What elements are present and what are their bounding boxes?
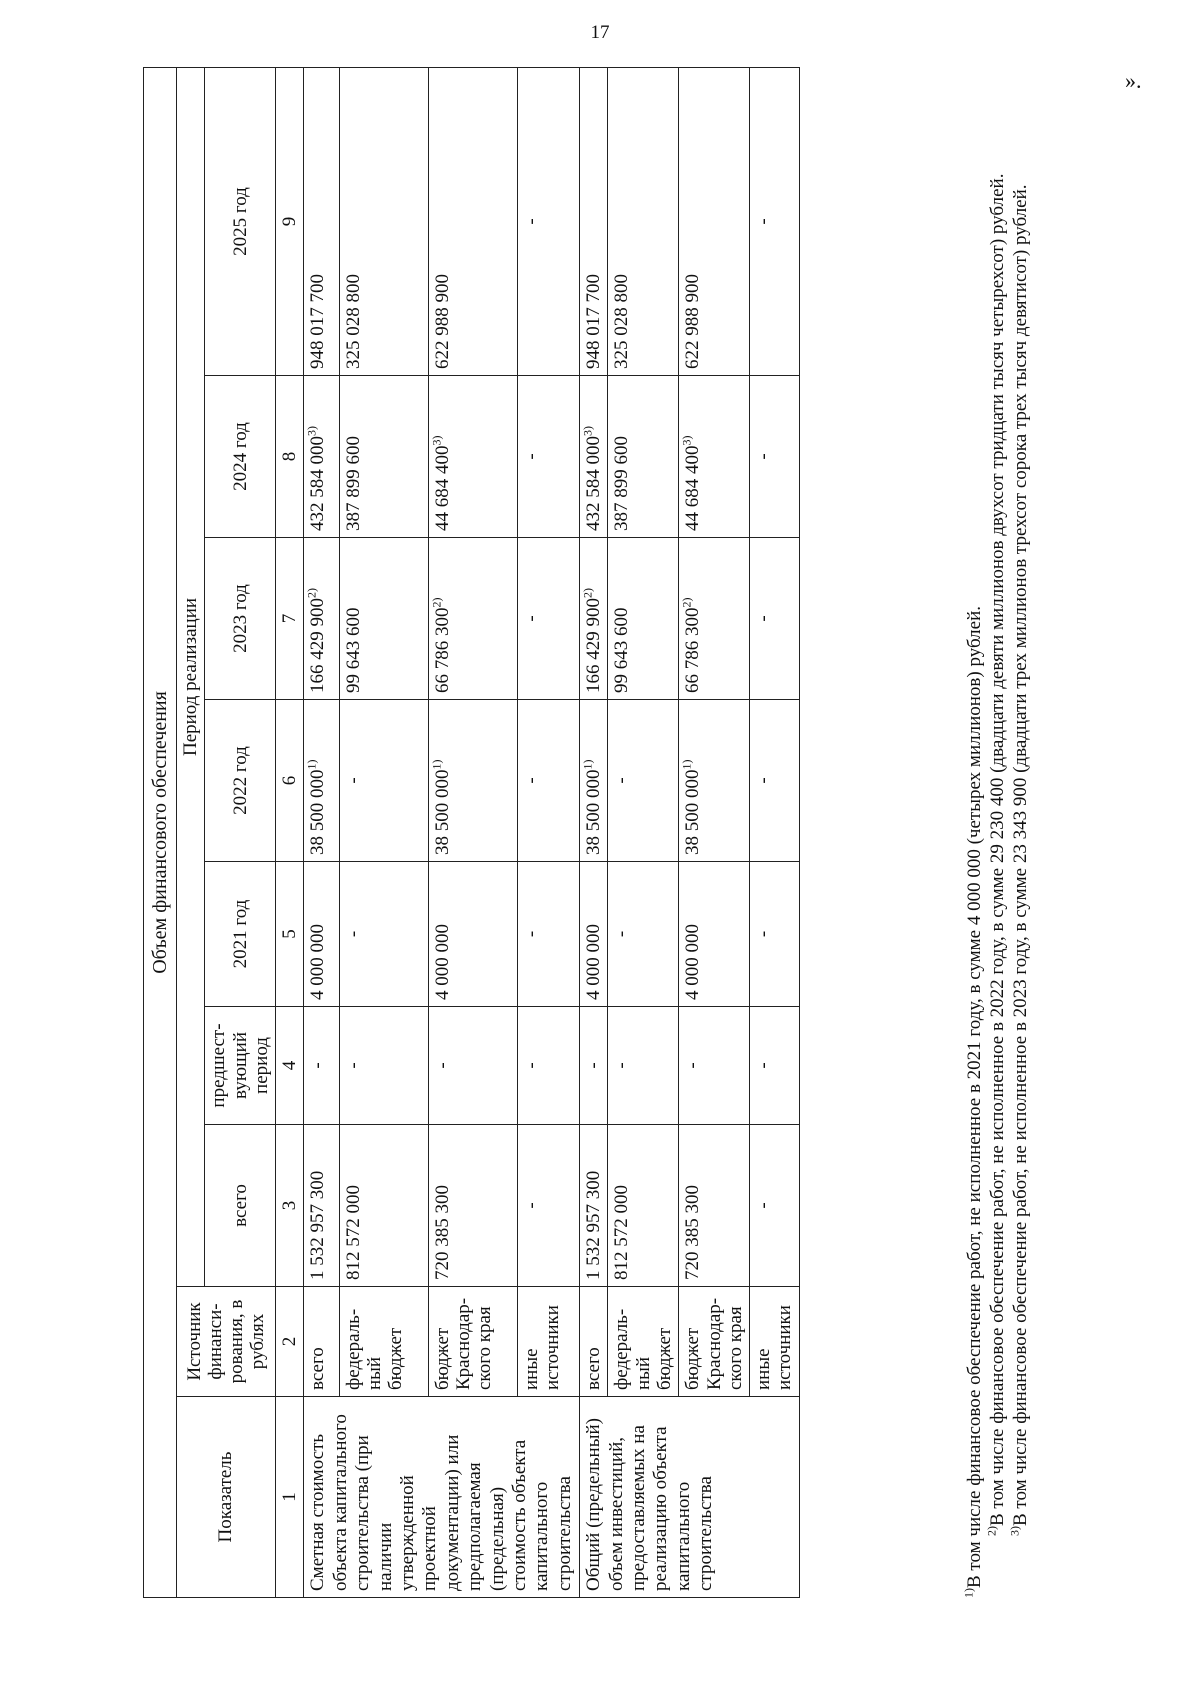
value-text: 38 500 000 xyxy=(583,769,605,855)
value-cell xyxy=(339,1125,428,1287)
value-cell xyxy=(750,862,800,1007)
footnote-text: В том числе финансовое обеспечение работ, не исполненное в 2021 году, в сумме 4 000 000 (четырех миллионов) рублей. xyxy=(964,606,985,1588)
value-cell xyxy=(517,538,579,700)
column-number: 8 xyxy=(276,376,304,538)
footnote-reference: 3) xyxy=(580,426,595,436)
value-cell xyxy=(428,700,517,862)
value-text: - xyxy=(753,1202,775,1209)
value-cell xyxy=(339,1007,428,1125)
value-text: 44 684 400 xyxy=(431,445,453,531)
value-cell xyxy=(428,1125,517,1287)
value-text: - xyxy=(611,1062,633,1069)
value-text: - xyxy=(431,1062,453,1069)
table-row xyxy=(580,67,608,1597)
page-number: 17 xyxy=(590,22,610,43)
footnote-reference: 2) xyxy=(305,588,319,598)
value-cell xyxy=(750,1007,800,1125)
value-cell xyxy=(580,67,608,375)
value-cell xyxy=(750,538,800,700)
value-cell xyxy=(428,538,517,700)
value-text: - xyxy=(583,1062,605,1069)
value-cell xyxy=(339,862,428,1007)
column-number: 5 xyxy=(276,862,304,1007)
header-year-2025: 2025 год xyxy=(205,67,276,375)
column-number-row xyxy=(276,67,304,1597)
value-cell xyxy=(750,376,800,538)
value-cell xyxy=(517,67,579,375)
header-source: Источник финанси-рования, в рублях xyxy=(177,1287,276,1397)
value-cell xyxy=(304,700,340,862)
value-text: 622 988 900 xyxy=(682,274,704,369)
column-number: 9 xyxy=(276,67,304,375)
value-text: 948 017 700 xyxy=(583,274,605,369)
value-text: - xyxy=(753,218,775,225)
value-text: - xyxy=(307,1062,329,1069)
value-cell xyxy=(304,67,340,375)
footnote-text: В том числе финансовое обеспечение работ, не исполненное в 2023 году, в сумме 23 343 900 (двадцати трех миллионов трехсот сорока трех тысяч девятисот) рублей. xyxy=(1010,184,1032,1526)
value-text: - xyxy=(342,930,364,938)
value-text: 812 572 000 xyxy=(342,1185,364,1280)
footnotes xyxy=(963,68,1033,1598)
value-text: 38 500 000 xyxy=(307,769,329,855)
header-year-2023: 2023 год xyxy=(205,538,276,700)
value-cell xyxy=(679,376,750,538)
header-previous-period: предшест-вующий период xyxy=(205,1007,276,1125)
value-cell xyxy=(750,1125,800,1287)
table-row xyxy=(304,67,340,1597)
source-cell: бюджет Краснодар-ского края xyxy=(679,1287,750,1397)
rotated-page-content xyxy=(143,68,1066,1598)
header-period: Период реализации xyxy=(177,67,205,1286)
table-row xyxy=(679,67,750,1597)
footnote-mark: 1) xyxy=(961,1588,976,1598)
value-text: - xyxy=(753,615,775,622)
value-text: - xyxy=(520,1062,542,1069)
indicator-cell: Общий (предельный) объем инвестиций, предоставляемых на реализацию объекта капитального строительства xyxy=(580,1397,799,1598)
value-cell xyxy=(580,376,608,538)
column-number: 6 xyxy=(276,700,304,862)
value-cell xyxy=(517,1125,579,1287)
financing-table xyxy=(143,67,800,1598)
footnote-mark: 3) xyxy=(1008,1526,1023,1536)
value-text: 432 584 000 xyxy=(583,436,605,531)
value-cell xyxy=(517,376,579,538)
value-text: 66 786 300 xyxy=(431,607,453,693)
source-cell: федераль-ный бюджет xyxy=(608,1287,679,1397)
footnote-reference: 2) xyxy=(429,597,444,608)
value-text: 66 786 300 xyxy=(682,607,704,693)
footnote-reference: 1) xyxy=(580,759,595,770)
column-number: 7 xyxy=(276,538,304,700)
value-text: 4 000 000 xyxy=(682,924,704,1000)
value-cell xyxy=(304,538,340,700)
footnote-reference: 2) xyxy=(580,588,595,598)
value-cell xyxy=(580,1125,608,1287)
source-cell: всего xyxy=(304,1287,340,1397)
source-cell: федераль-ный бюджет xyxy=(339,1287,428,1397)
value-cell xyxy=(580,538,608,700)
value-text: 387 899 600 xyxy=(342,436,364,531)
footnote xyxy=(986,68,1009,1598)
value-cell xyxy=(679,67,750,375)
table-row xyxy=(608,67,679,1597)
value-cell xyxy=(339,538,428,700)
footnote-mark: 2) xyxy=(984,1526,999,1536)
value-text: - xyxy=(520,777,542,784)
footnote xyxy=(963,68,986,1598)
value-text: - xyxy=(520,615,542,622)
value-text: 432 584 000 xyxy=(307,436,329,531)
value-cell xyxy=(679,1125,750,1287)
footnote-text: В том числе финансовое обеспечение работ, не исполненное в 2022 году, в сумме 29 230 400 (двадцати девяти миллионов двухсот тридцати тысяч четырехсот) рублей. xyxy=(987,173,1009,1526)
value-cell xyxy=(608,538,679,700)
value-text: - xyxy=(753,1062,775,1069)
footnote-reference: 3) xyxy=(679,435,694,446)
value-text: 325 028 800 xyxy=(611,274,633,369)
value-cell xyxy=(580,700,608,862)
value-text: 166 429 900 xyxy=(583,598,605,693)
footnote-reference: 3) xyxy=(305,426,319,436)
value-text: - xyxy=(682,1062,704,1069)
value-text: 387 899 600 xyxy=(611,436,633,531)
value-text: 4 000 000 xyxy=(431,924,453,1000)
value-text: 1 532 957 300 xyxy=(307,1170,329,1280)
value-text: 325 028 800 xyxy=(342,274,364,369)
column-number: 2 xyxy=(276,1287,304,1397)
table-title: Объем финансового обеспечения xyxy=(144,67,177,1597)
footnote-reference: 1) xyxy=(305,759,319,770)
value-text: - xyxy=(611,930,633,938)
value-cell xyxy=(679,1007,750,1125)
table-row xyxy=(750,67,800,1597)
header-year-2024: 2024 год xyxy=(205,376,276,538)
value-cell xyxy=(517,700,579,862)
footnote-reference: 3) xyxy=(429,435,444,446)
header-year-2021: 2021 год xyxy=(205,862,276,1007)
value-text: 166 429 900 xyxy=(307,598,329,693)
value-cell xyxy=(428,67,517,375)
value-cell xyxy=(750,700,800,862)
value-text: 948 017 700 xyxy=(307,274,329,369)
value-text: 720 385 300 xyxy=(431,1185,453,1280)
value-cell xyxy=(608,376,679,538)
source-cell: всего xyxy=(580,1287,608,1397)
value-text: - xyxy=(753,777,775,784)
table-row xyxy=(339,67,428,1597)
value-text: 99 643 600 xyxy=(611,607,633,693)
source-cell: иные источники xyxy=(750,1287,800,1397)
header-indicator: Показатель xyxy=(177,1397,276,1598)
footnote-reference: 1) xyxy=(429,759,444,770)
value-cell xyxy=(750,67,800,375)
value-text: - xyxy=(520,1202,542,1209)
value-cell xyxy=(304,376,340,538)
value-cell xyxy=(608,700,679,862)
value-text: - xyxy=(342,1062,364,1069)
value-cell xyxy=(608,67,679,375)
footnote-reference: 2) xyxy=(679,597,694,608)
value-text: - xyxy=(611,777,633,784)
source-cell: бюджет Краснодар-ского края xyxy=(428,1287,517,1397)
table-row xyxy=(517,67,579,1597)
header-total: всего xyxy=(205,1125,276,1287)
value-cell xyxy=(428,1007,517,1125)
value-cell xyxy=(339,376,428,538)
table-row xyxy=(428,67,517,1597)
value-cell xyxy=(428,376,517,538)
value-cell xyxy=(608,1007,679,1125)
value-cell xyxy=(679,538,750,700)
value-cell xyxy=(608,1125,679,1287)
value-text: 1 532 957 300 xyxy=(583,1170,605,1280)
value-text: 4 000 000 xyxy=(583,924,605,1000)
value-text: - xyxy=(753,930,775,938)
value-cell xyxy=(580,1007,608,1125)
footnote-reference: 1) xyxy=(679,759,694,770)
value-cell xyxy=(339,67,428,375)
value-cell xyxy=(304,1007,340,1125)
value-text: 622 988 900 xyxy=(431,274,453,369)
value-cell xyxy=(580,862,608,1007)
value-cell xyxy=(304,1125,340,1287)
value-text: 720 385 300 xyxy=(682,1185,704,1280)
footnote xyxy=(1009,68,1032,1598)
value-text: - xyxy=(520,218,542,225)
value-cell xyxy=(517,1007,579,1125)
value-text: 38 500 000 xyxy=(682,769,704,855)
value-text: 812 572 000 xyxy=(611,1185,633,1280)
value-cell xyxy=(339,700,428,862)
header-year-2022: 2022 год xyxy=(205,700,276,862)
closing-quote-mark: ». xyxy=(1125,68,1142,93)
value-text: 38 500 000 xyxy=(431,769,453,855)
column-number: 1 xyxy=(276,1397,304,1598)
column-number: 4 xyxy=(276,1007,304,1125)
value-cell xyxy=(679,700,750,862)
value-text: - xyxy=(342,777,364,784)
column-number: 3 xyxy=(276,1125,304,1287)
indicator-cell: Сметная стоимость объекта капитального строительства (при наличии утвержденной проектной документации) или предполагаемая (предельная) стоимость объекта капитального строительства xyxy=(304,1397,580,1598)
table-body xyxy=(304,67,799,1597)
value-cell xyxy=(608,862,679,1007)
value-cell xyxy=(679,862,750,1007)
value-text: 44 684 400 xyxy=(682,445,704,531)
value-cell xyxy=(517,862,579,1007)
value-text: 99 643 600 xyxy=(342,607,364,693)
source-cell: иные источники xyxy=(517,1287,579,1397)
value-text: - xyxy=(520,930,542,938)
value-text: - xyxy=(753,453,775,460)
value-cell xyxy=(428,862,517,1007)
value-text: - xyxy=(520,453,542,460)
value-text: 4 000 000 xyxy=(307,924,329,1000)
value-cell xyxy=(304,862,340,1007)
